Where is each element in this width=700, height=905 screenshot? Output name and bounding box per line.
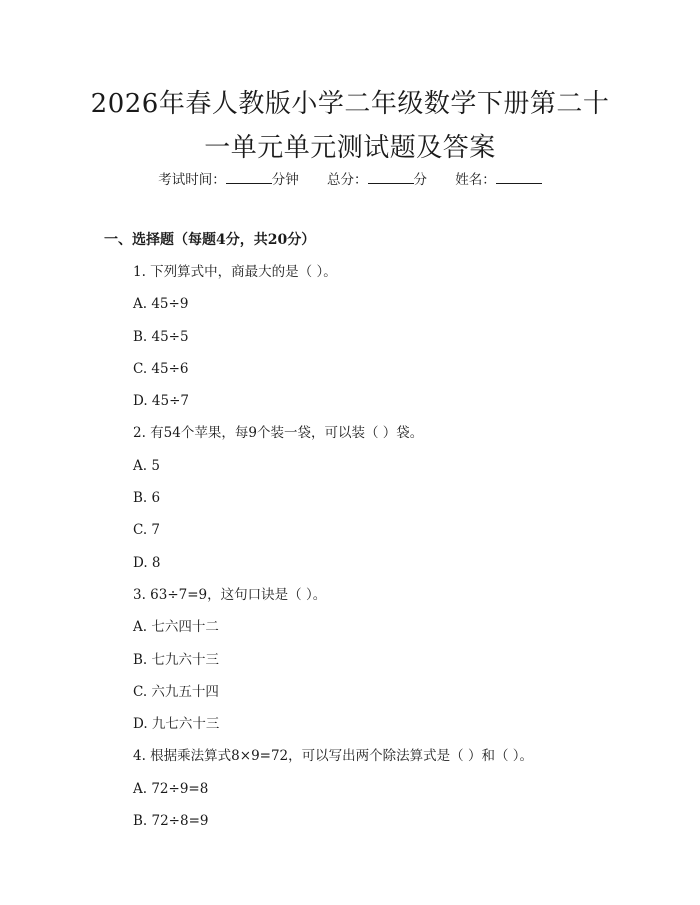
- question-2: 2. 有54个苹果，每9个装一袋，可以装（ ）袋。: [133, 425, 424, 442]
- exam-time-blank: [226, 171, 272, 184]
- option-1a: A. 45÷9: [133, 296, 189, 313]
- option-3a: A. 七六四十二: [133, 619, 219, 636]
- option-2a: A. 5: [133, 457, 160, 474]
- title-line-1: 2026年春人教版小学二年级数学下册第二十: [90, 89, 610, 119]
- option-3b: B. 七九六十三: [133, 651, 220, 668]
- option-1d: D. 45÷7: [133, 393, 190, 410]
- exam-time: [158, 172, 303, 188]
- total-score-label: 总分：: [327, 172, 368, 188]
- exam-meta: [0, 168, 700, 188]
- total-score: [327, 172, 431, 188]
- option-2b: B. 6: [133, 490, 161, 507]
- question-list: [133, 263, 533, 844]
- question-3: 3. 63÷7=9，这句口诀是（ ）。: [133, 586, 327, 603]
- question-1: 1. 下列算式中，商最大的是（ ）。: [133, 264, 337, 280]
- title-line-2: 一单元单元测试题及答案: [204, 133, 496, 163]
- total-score-blank: [368, 171, 414, 184]
- option-1c: C. 45÷6: [133, 360, 189, 377]
- option-4b: B. 72÷8=9: [133, 813, 209, 830]
- option-4a: A. 72÷9=8: [133, 780, 209, 797]
- option-3c: C. 六九五十四: [133, 683, 219, 700]
- student-name-blank: [496, 171, 542, 184]
- option-1b: B. 45÷5: [133, 328, 189, 345]
- section-heading-choice: 一、选择题（每题4分，共20分）: [104, 232, 316, 248]
- page-title: [0, 82, 700, 170]
- total-score-unit: 分: [413, 172, 427, 188]
- question-4: 4. 根据乘法算式8×9=72，可以写出两个除法算式是（ ）和（ ）。: [133, 748, 533, 765]
- exam-time-label: 考试时间：: [158, 172, 226, 188]
- option-2d: D. 8: [133, 554, 161, 571]
- student-name: [455, 172, 542, 188]
- option-2c: C. 7: [133, 522, 161, 539]
- exam-time-unit: 分钟: [271, 172, 299, 188]
- student-name-label: 姓名：: [455, 172, 496, 188]
- option-3d: D. 九七六十三: [133, 716, 220, 733]
